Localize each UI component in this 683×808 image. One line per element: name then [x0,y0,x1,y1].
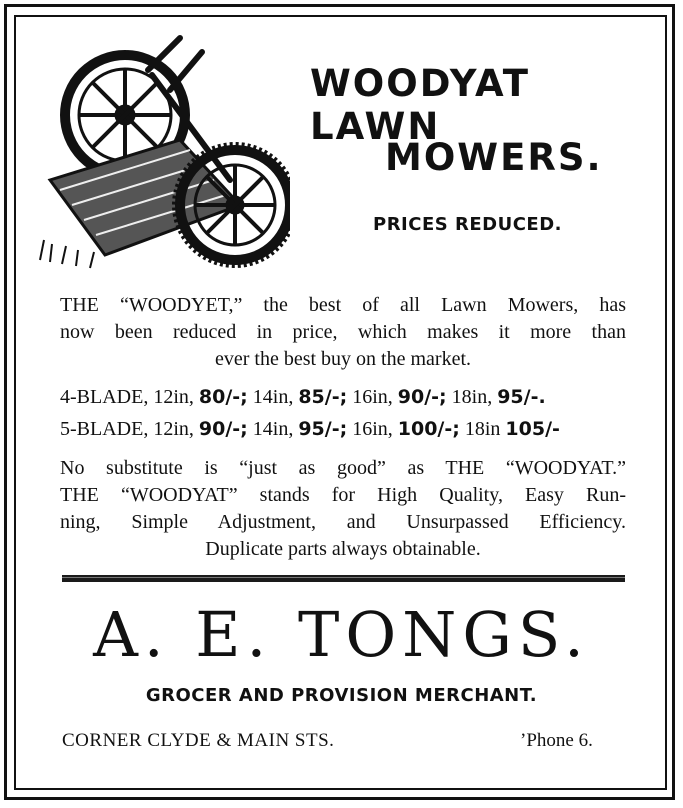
four-blade-size-3: 16in, [352,386,393,408]
intro-paragraph [60,292,626,373]
five-blade-price-3: 100/-; [397,418,460,440]
merchant-address: CORNER CLYDE & MAIN STS. [62,730,335,751]
claims-line-3: ning, Simple Adjustment, and Unsurpassed Efficiency. [60,511,626,533]
merchant-phone: ’Phone 6. [520,730,593,751]
four-blade-size-4: 18in, [451,386,493,408]
intro-line-3: ever the best buy on the market. [214,348,472,370]
intro-line-1: THE “WOODYET,” the best of all Lawn Mowers, has [60,294,626,316]
five-blade-size-4: 18in [464,418,501,440]
four-blade-price-4: 95/-. [497,386,546,408]
lawn-mower-icon [30,30,290,270]
five-blade-size-2: 14in, [252,418,294,440]
five-blade-row [60,413,626,445]
claims-paragraph [60,455,626,563]
claims-line-1: No substitute is “just as good” as THE “WOODYAT.” [60,457,626,479]
four-blade-price-3: 90/-; [397,386,447,408]
prices-reduced-subtitle: PRICES REDUCED. [373,214,562,235]
four-blade-price-1: 80/-; [198,386,248,408]
merchant-name: A. E. TONGS. [93,598,590,671]
four-blade-row [60,381,626,413]
merchant-occupation: GROCER AND PROVISION MERCHANT. [145,685,538,706]
four-blade-size-2: 14in, [252,386,294,408]
five-blade-price-2: 95/-; [298,418,348,440]
five-blade-size-3: 16in, [352,418,393,440]
claims-line-2: THE “WOODYAT” stands for High Quality, Easy Run- [60,484,626,506]
divider-rule [62,575,625,582]
five-blade-price-1: 90/-; [198,418,248,440]
headline-line-2: MOWERS. [385,136,603,179]
claims-line-4: Duplicate parts always obtainable. [205,538,481,560]
five-blade-size-1: 12in, [153,418,194,440]
intro-line-2: now been reduced in price, which makes it more than [60,321,626,343]
four-blade-size-1: 12in, [153,386,194,408]
price-list [60,381,626,445]
five-blade-label: 5-BLADE, [60,418,149,440]
headline-line-1: WOODYAT LAWN [310,62,530,148]
four-blade-label: 4-BLADE, [60,386,149,408]
four-blade-price-2: 85/-; [298,386,348,408]
five-blade-price-4: 105/- [505,418,560,440]
